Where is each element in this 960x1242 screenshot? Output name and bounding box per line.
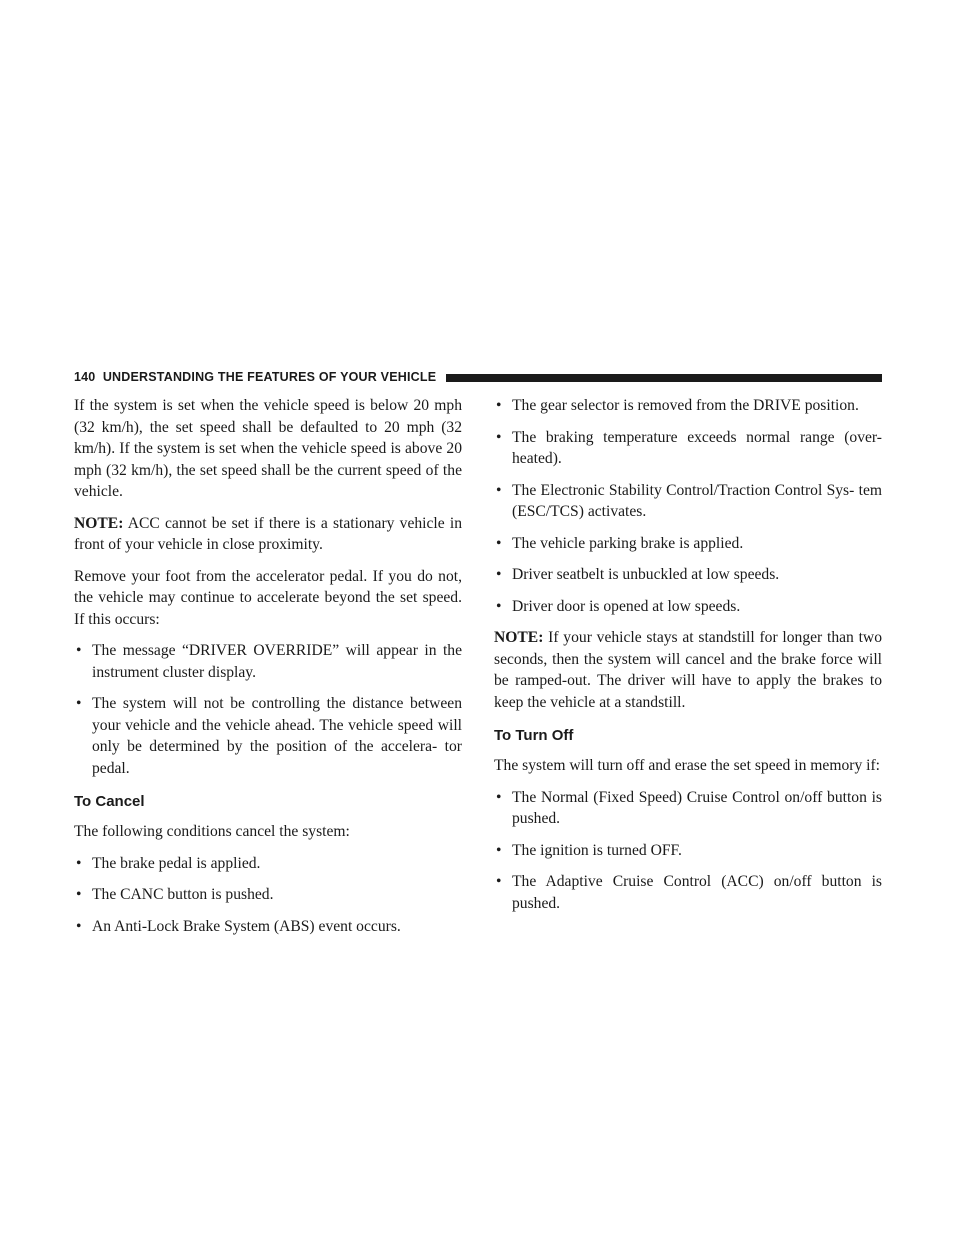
note-label: NOTE: xyxy=(494,629,544,646)
list-item: • Driver door is opened at low speeds. xyxy=(494,596,882,618)
list-item: • Driver seatbelt is unbuckled at low speeds. xyxy=(494,564,882,586)
paragraph-set-speed: If the system is set when the vehicle speed is below 20 mph (32 km/h), the set speed shall be defaulted to 20 mph (32 km/h). If the system is set when the vehicle speed is above 20 mph (32 km/h), the set speed shall be the current speed of the vehicle. xyxy=(74,397,462,500)
list-item: • The message “DRIVER OVERRIDE” will appear in the instrument cluster display. xyxy=(76,642,462,681)
cancel-bullet-list xyxy=(74,853,462,938)
bullet-icon: • xyxy=(496,873,502,890)
note-text: ACC cannot be set if there is a stationary vehicle in front of your vehicle in close proximity. xyxy=(74,514,462,553)
note-standstill xyxy=(494,627,882,713)
list-item: • The CANC button is pushed. xyxy=(74,884,462,906)
bullet-icon: • xyxy=(76,886,82,903)
bullet-icon: • xyxy=(496,788,502,806)
bullet-icon: • xyxy=(496,397,502,414)
bullet-icon: • xyxy=(76,917,82,935)
header-rule xyxy=(446,374,882,382)
list-item: • The gear selector is removed from the DRIVE position. xyxy=(494,395,882,417)
list-item: • The Normal (Fixed Speed) Cruise Control on/off button is pushed. xyxy=(496,788,882,827)
header-text xyxy=(74,370,444,384)
page-header xyxy=(74,369,882,385)
list-item: • The Electronic Stability Control/Traction Control Sys- tem (ESC/TCS) activates. xyxy=(496,481,882,520)
override-bullet-list xyxy=(74,640,462,779)
cancel-intro: The following conditions cancel the system: xyxy=(74,823,350,840)
section-title: UNDERSTANDING THE FEATURES OF YOUR VEHICLE xyxy=(102,370,437,384)
heading-to-cancel: To Cancel xyxy=(74,793,145,810)
list-item: • The brake pedal is applied. xyxy=(74,853,462,875)
list-item: • The braking temperature exceeds normal range (over- heated). xyxy=(496,428,882,467)
turn-off-intro: The system will turn off and erase the set speed in memory if: xyxy=(494,757,880,774)
bullet-icon: • xyxy=(496,428,502,446)
list-item: • An Anti-Lock Brake System (ABS) event occurs. xyxy=(74,916,462,938)
list-item: • The vehicle parking brake is applied. xyxy=(494,533,882,555)
list-item: • The ignition is turned OFF. xyxy=(494,840,882,862)
bullet-icon: • xyxy=(496,534,502,552)
bullet-icon: • xyxy=(496,841,502,859)
bullet-icon: • xyxy=(496,481,502,499)
bullet-icon: • xyxy=(76,695,82,712)
heading-to-turn-off: To Turn Off xyxy=(494,727,574,744)
bullet-icon: • xyxy=(496,597,502,615)
note-acc xyxy=(74,513,462,556)
list-item: • The Adaptive Cruise Control (ACC) on/off button is pushed. xyxy=(496,873,882,912)
note-label: NOTE: xyxy=(74,514,124,532)
left-column xyxy=(74,395,462,947)
bullet-icon: • xyxy=(76,854,82,872)
note-text: If your vehicle stays at standstill for longer than two seconds, then the system will cancel and the brake force will be ramped-out. The driver will have to apply the brakes to keep the vehicle at a standstill. xyxy=(494,629,882,711)
list-item: • The system will not be controlling the distance between your vehicle and the vehicle ahead. The vehicle speed will only be determined by the position of the accelera- tor pedal. xyxy=(76,695,462,777)
turn-off-bullet-list xyxy=(494,787,882,915)
right-column xyxy=(494,395,882,924)
cancel-bullet-list-continued xyxy=(494,395,882,617)
bullet-icon: • xyxy=(496,566,502,583)
page-number: 140 xyxy=(74,370,96,384)
bullet-icon: • xyxy=(76,642,82,659)
paragraph-accelerator: Remove your foot from the accelerator pedal. If you do not, the vehicle may continue to accelerate beyond the set speed. If this occurs: xyxy=(74,567,462,628)
